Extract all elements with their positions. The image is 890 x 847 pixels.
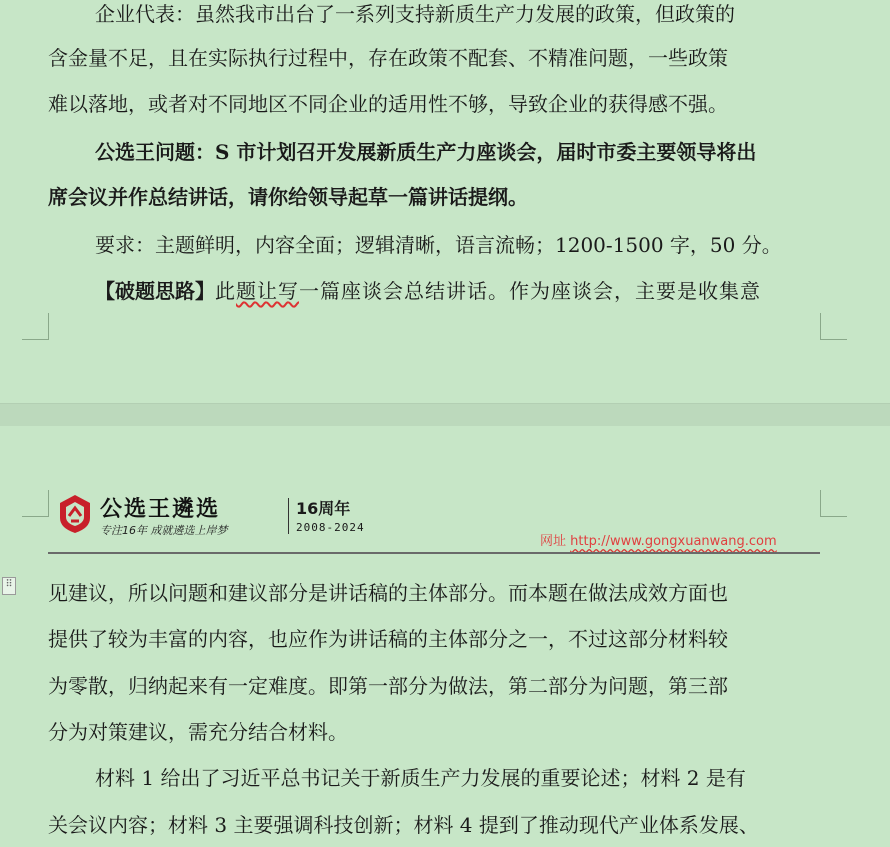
paragraph-line: 含金量不足，且在实际执行过程中，存在政策不配套、不精准问题，一些政策 <box>48 46 728 70</box>
margin-corner-mark <box>820 490 847 517</box>
question-line: 公选王问题：S 市计划召开发展新质生产力座谈会，届时市委主要领导将出 <box>95 140 757 164</box>
document-page-top <box>0 0 890 403</box>
anniversary-years: 2008-2024 <box>296 521 365 534</box>
website-link[interactable] <box>540 530 777 549</box>
question-line: 席会议并作总结讲话，请你给领导起草一篇讲话提纲。 <box>48 185 528 209</box>
anniversary-label: 16周年 <box>296 499 351 518</box>
analysis-label: 【破题思路】 <box>95 279 215 303</box>
requirement-line: 要求：主题鲜明，内容全面；逻辑清晰，语言流畅；1200-1500 字，50 分。 <box>95 233 782 257</box>
paragraph-line: 关会议内容；材料 3 主要强调科技创新；材料 4 提到了推动现代产业体系发展、 <box>48 813 759 837</box>
paragraph-line: 企业代表：虽然我市出台了一系列支持新质生产力发展的政策，但政策的 <box>95 2 735 26</box>
brand-name: 公选王遴选 <box>100 497 221 522</box>
paragraph-line: 难以落地，或者对不同地区不同企业的适用性不够，导致企业的获得感不强。 <box>48 92 728 116</box>
analysis-line <box>95 277 885 305</box>
website-url[interactable]: http://www.gongxuanwang.com <box>570 534 777 549</box>
drag-handle-icon[interactable]: ⠿ <box>2 577 16 595</box>
margin-corner-mark <box>22 490 49 517</box>
margin-corner-mark <box>22 313 49 340</box>
analysis-text: 一篇座谈会总结讲话。作为座谈会，主要是收集意 <box>299 279 761 303</box>
paragraph-line: 为零散，归纳起来有一定难度。即第一部分为做法，第二部分为问题，第三部 <box>48 674 728 698</box>
page-separator <box>0 403 890 427</box>
brand-slogan: 专注16年 成就遴选上岸梦 <box>100 524 228 537</box>
paragraph-line: 材料 1 给出了习近平总书记关于新质生产力发展的重要论述；材料 2 是有 <box>95 766 746 790</box>
paragraph-line: 分为对策建议，需充分结合材料。 <box>48 720 348 744</box>
website-label: 网址 <box>540 534 567 549</box>
header-divider <box>288 498 289 534</box>
spellcheck-flag[interactable]: 题让写 <box>236 279 299 303</box>
page-header <box>58 490 823 554</box>
margin-corner-mark <box>820 313 847 340</box>
paragraph-line: 见建议，所以问题和建议部分是讲话稿的主体部分。而本题在做法成效方面也 <box>48 581 728 605</box>
header-rule <box>48 552 820 554</box>
brand-logo-icon <box>58 494 92 534</box>
paragraph-line: 提供了较为丰富的内容，也应作为讲话稿的主体部分之一，不过这部分材料较 <box>48 627 728 651</box>
analysis-text: 此 <box>215 279 236 303</box>
